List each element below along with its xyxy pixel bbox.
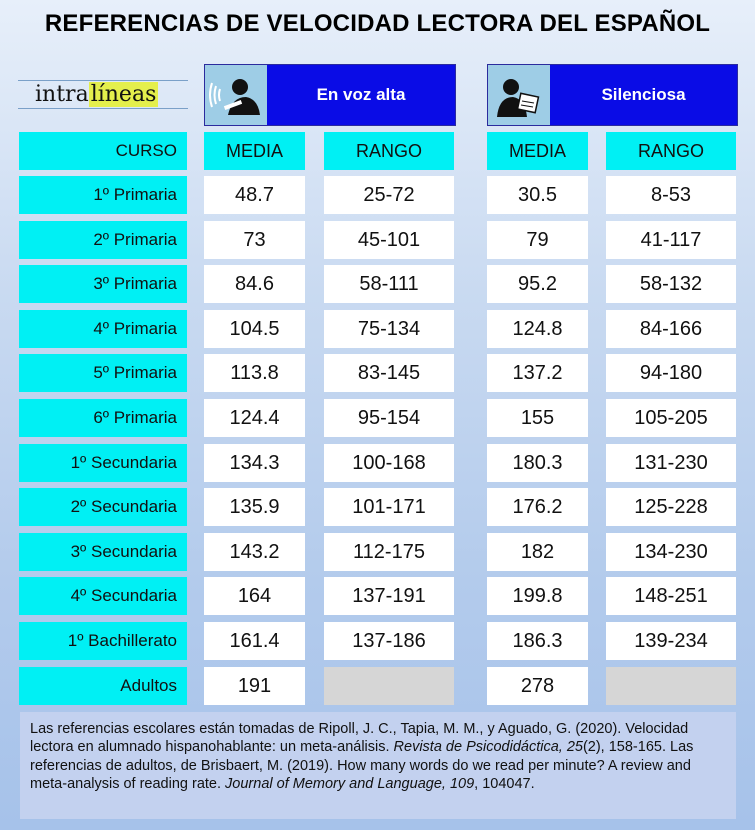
header-label-silenciosa: Silenciosa <box>601 85 686 104</box>
row-curso: 3º Secundaria <box>19 533 187 571</box>
row-rango-silenciosa: 134-230 <box>606 533 736 571</box>
row-media-voz-alta: 143.2 <box>204 533 305 571</box>
row-media-silenciosa: 186.3 <box>487 622 588 660</box>
intralineas-logo <box>18 78 188 112</box>
row-curso: 1º Primaria <box>19 176 187 214</box>
row-rango-voz-alta: 112-175 <box>324 533 454 571</box>
row-media-voz-alta: 191 <box>204 667 305 705</box>
row-media-silenciosa: 180.3 <box>487 444 588 482</box>
row-rango-silenciosa: 84-166 <box>606 310 736 348</box>
row-rango-silenciosa: 41-117 <box>606 221 736 259</box>
row-media-silenciosa: 124.8 <box>487 310 588 348</box>
row-media-silenciosa: 182 <box>487 533 588 571</box>
row-media-voz-alta: 104.5 <box>204 310 305 348</box>
row-curso: 3º Primaria <box>19 265 187 303</box>
header-silenciosa <box>487 64 738 126</box>
row-rango-silenciosa <box>606 667 736 705</box>
row-rango-silenciosa: 148-251 <box>606 577 736 615</box>
silent-reading-icon <box>488 65 550 125</box>
row-media-silenciosa: 176.2 <box>487 488 588 526</box>
row-rango-voz-alta: 95-154 <box>324 399 454 437</box>
logo-text-intra: intra <box>35 82 89 107</box>
row-rango-voz-alta: 100-168 <box>324 444 454 482</box>
row-rango-silenciosa: 58-132 <box>606 265 736 303</box>
row-rango-silenciosa: 105-205 <box>606 399 736 437</box>
row-rango-voz-alta: 75-134 <box>324 310 454 348</box>
column-header-curso: CURSO <box>19 132 187 170</box>
reference-text-1: Las referencias escolares están tomadas de Ripoll, J. C., Tapia, M. M., y Aguado, G. (2020). Velocidad lectora en alumnado hispanohablante: un meta-análisis. <box>30 721 689 756</box>
row-curso: 2º Secundaria <box>19 488 187 526</box>
row-media-voz-alta: 135.9 <box>204 488 305 526</box>
row-curso: 1º Bachillerato <box>19 622 187 660</box>
header-en-voz-alta <box>204 64 456 126</box>
row-rango-voz-alta: 101-171 <box>324 488 454 526</box>
row-media-voz-alta: 124.4 <box>204 399 305 437</box>
row-curso: 2º Primaria <box>19 221 187 259</box>
row-media-voz-alta: 164 <box>204 577 305 615</box>
row-media-voz-alta: 73 <box>204 221 305 259</box>
row-rango-voz-alta: 45-101 <box>324 221 454 259</box>
row-curso: 4º Secundaria <box>19 577 187 615</box>
row-rango-voz-alta: 83-145 <box>324 354 454 392</box>
row-rango-voz-alta: 137-186 <box>324 622 454 660</box>
column-header-rango-silenciosa: RANGO <box>606 132 736 170</box>
row-rango-silenciosa: 139-234 <box>606 622 736 660</box>
row-media-voz-alta: 48.7 <box>204 176 305 214</box>
row-rango-silenciosa: 8-53 <box>606 176 736 214</box>
reference-note <box>20 712 736 819</box>
row-media-silenciosa: 199.8 <box>487 577 588 615</box>
row-media-voz-alta: 84.6 <box>204 265 305 303</box>
reference-journal-1: Revista de Psicodidáctica, 25 <box>393 739 583 756</box>
reference-text-2: (2), 158-165. Las referencias de adultos, de Brisbaert, M. (2019). How many words do we read per minute? A review and meta-analysis of reading rate. <box>30 739 694 793</box>
row-rango-voz-alta: 58-111 <box>324 265 454 303</box>
column-header-rango-voz-alta: RANGO <box>324 132 454 170</box>
row-media-voz-alta: 161.4 <box>204 622 305 660</box>
reference-journal-2: Journal of Memory and Language, 109 <box>225 776 475 793</box>
row-media-silenciosa: 155 <box>487 399 588 437</box>
row-media-silenciosa: 278 <box>487 667 588 705</box>
row-rango-silenciosa: 125-228 <box>606 488 736 526</box>
row-rango-voz-alta <box>324 667 454 705</box>
row-media-silenciosa: 79 <box>487 221 588 259</box>
logo-text-lineas: líneas <box>90 82 157 107</box>
row-rango-voz-alta: 25-72 <box>324 176 454 214</box>
row-curso: Adultos <box>19 667 187 705</box>
row-curso: 4º Primaria <box>19 310 187 348</box>
row-media-voz-alta: 134.3 <box>204 444 305 482</box>
reference-text-3: , 104047. <box>474 776 535 793</box>
row-rango-silenciosa: 94-180 <box>606 354 736 392</box>
row-curso: 5º Primaria <box>19 354 187 392</box>
page-title: REFERENCIAS DE VELOCIDAD LECTORA DEL ESPAÑOL <box>44 10 711 37</box>
row-media-silenciosa: 137.2 <box>487 354 588 392</box>
row-media-voz-alta: 113.8 <box>204 354 305 392</box>
column-header-media-silenciosa: MEDIA <box>487 132 588 170</box>
row-media-silenciosa: 30.5 <box>487 176 588 214</box>
row-rango-voz-alta: 137-191 <box>324 577 454 615</box>
row-rango-silenciosa: 131-230 <box>606 444 736 482</box>
row-curso: 6º Primaria <box>19 399 187 437</box>
row-media-silenciosa: 95.2 <box>487 265 588 303</box>
reading-aloud-icon <box>205 65 267 125</box>
column-header-media-voz-alta: MEDIA <box>204 132 305 170</box>
row-curso: 1º Secundaria <box>19 444 187 482</box>
header-label-voz-alta: En voz alta <box>316 85 406 104</box>
